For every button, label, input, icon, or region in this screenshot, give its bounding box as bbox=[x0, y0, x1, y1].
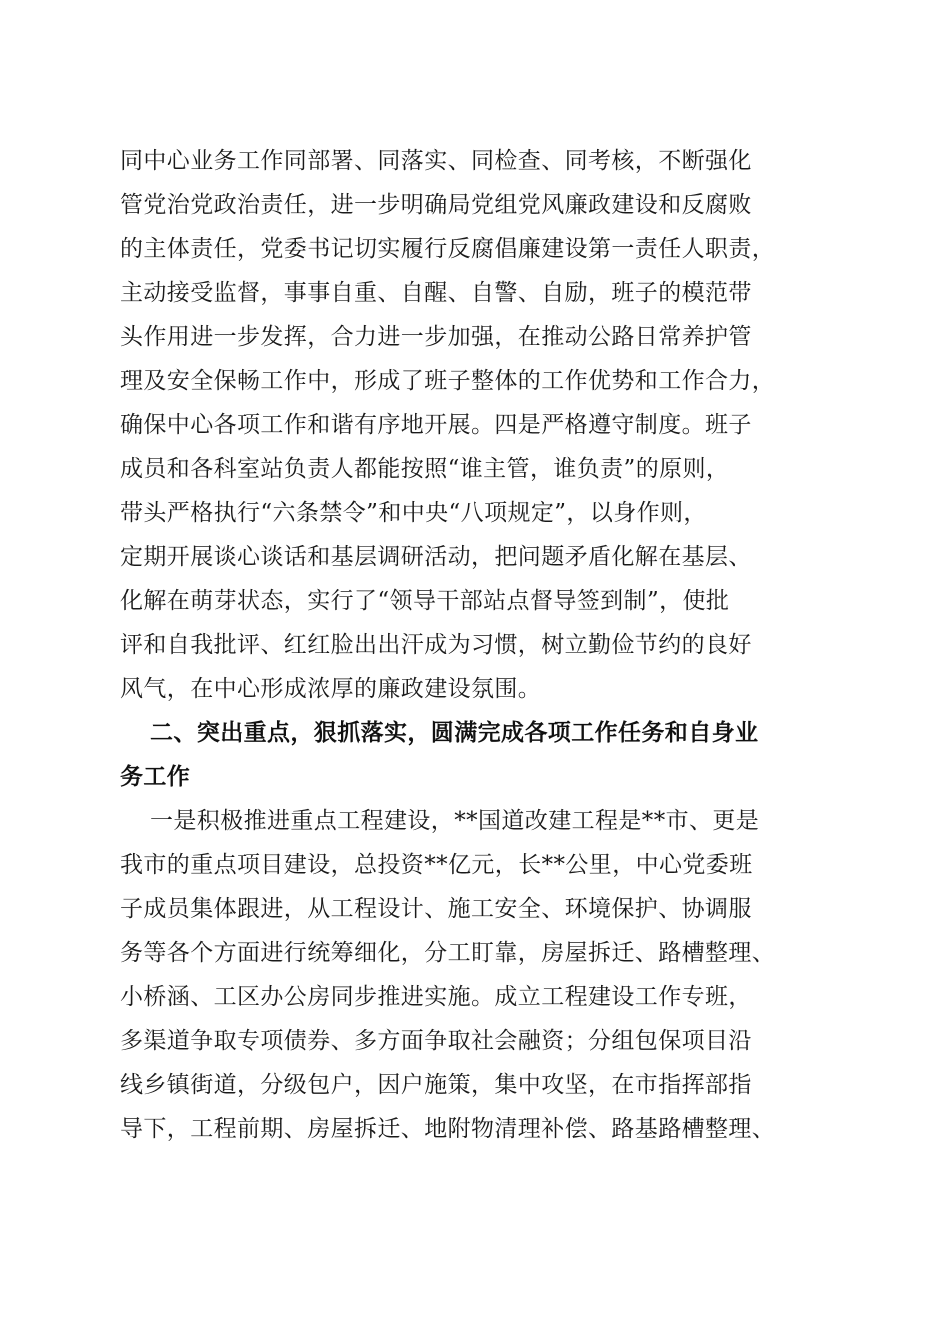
body-text-line: 一是积极推进重点工程建设，**国道改建工程是**市、更是 bbox=[150, 808, 760, 834]
body-text-line: 导下，工程前期、房屋拆迁、地附物清理补偿、路基路槽整理、 bbox=[120, 1116, 776, 1142]
body-text-line: 确保中心各项工作和谐有序地开展。四是严格遵守制度。班子 bbox=[120, 412, 752, 438]
body-text-line: 管党治党政治责任，进一步明确局党组党风廉政建设和反腐败 bbox=[120, 192, 752, 218]
body-text-line: 评和自我批评、红红脸出出汗成为习惯，树立勤俭节约的良好 bbox=[120, 632, 752, 658]
body-text-line: 务等各个方面进行统筹细化，分工盯靠，房屋拆迁、路槽整理、 bbox=[120, 940, 776, 966]
body-text-line: 子成员集体跟进，从工程设计、施工安全、环境保护、协调服 bbox=[120, 896, 752, 922]
body-text-line: 主动接受监督，事事自重、自醒、自警、自励，班子的模范带 bbox=[120, 280, 752, 306]
body-text-line: 风气，在中心形成浓厚的廉政建设氛围。 bbox=[120, 676, 542, 702]
body-text-line: 带头严格执行“六条禁令”和中央“八项规定”，以身作则， bbox=[120, 500, 707, 526]
body-text-line: 多渠道争取专项债券、多方面争取社会融资；分组包保项目沿 bbox=[120, 1028, 752, 1054]
body-text-line: 化解在萌芽状态，实行了“领导干部站点督导签到制”，使批 bbox=[120, 588, 730, 614]
body-text-line: 我市的重点项目建设，总投资**亿元，长**公里，中心党委班 bbox=[120, 852, 753, 878]
body-text-line: 线乡镇街道，分级包户，因户施策，集中攻坚，在市指挥部指 bbox=[120, 1072, 752, 1098]
section-heading-continuation: 务工作 bbox=[120, 764, 191, 790]
body-text-line: 理及安全保畅工作中，形成了班子整体的工作优势和工作合力， bbox=[120, 368, 776, 394]
body-text-line: 成员和各科室站负责人都能按照“谁主管，谁负责”的原则， bbox=[120, 456, 730, 482]
body-text-line: 的主体责任，党委书记切实履行反腐倡廉建设第一责任人职责， bbox=[120, 236, 776, 262]
body-text-line: 小桥涵、工区办公房同步推进实施。成立工程建设工作专班， bbox=[120, 984, 752, 1010]
body-text-line: 定期开展谈心谈话和基层调研活动，把问题矛盾化解在基层、 bbox=[120, 544, 752, 570]
body-text-line: 头作用进一步发挥，合力进一步加强，在推动公路日常养护管 bbox=[120, 324, 752, 350]
section-heading: 二、突出重点，狠抓落实，圆满完成各项工作任务和自身业 bbox=[150, 720, 759, 746]
body-text-line: 同中心业务工作同部署、同落实、同检查、同考核，不断强化 bbox=[120, 148, 752, 174]
